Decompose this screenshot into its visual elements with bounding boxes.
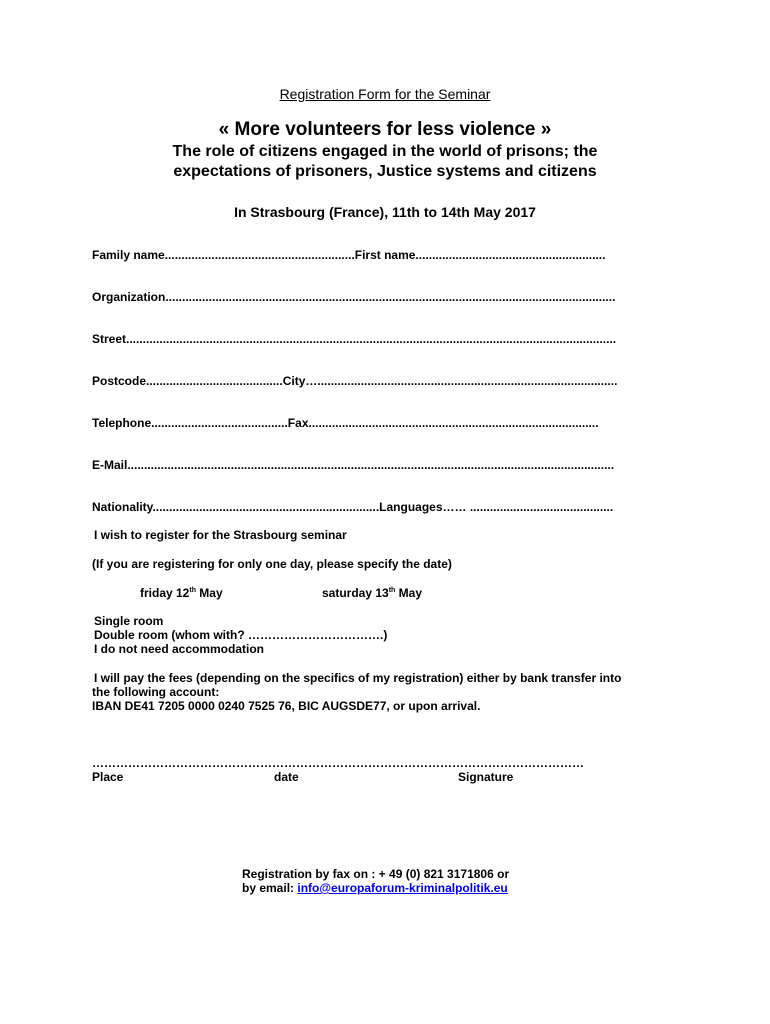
signature-dotted-line[interactable]: …………………………………………………………………………………………………………… xyxy=(92,756,584,770)
day-saturday-option[interactable] xyxy=(320,586,422,600)
family-name-field[interactable]: Family name.........................................................First name......................................................... xyxy=(92,248,606,262)
email-field[interactable]: E-Mail.................................................................................................................................................. xyxy=(92,458,615,472)
contact-email-line xyxy=(242,881,508,895)
saturday-sup: th xyxy=(388,587,396,594)
contact-email-prefix: by email: xyxy=(242,881,298,895)
room-none-label: I do not need accommodation xyxy=(94,642,265,656)
fees-option[interactable] xyxy=(92,671,621,685)
organization-field[interactable]: Organization....................................................................................................................................... xyxy=(92,290,616,304)
friday-sup: th xyxy=(189,587,196,594)
telephone-fax-field[interactable]: Telephone.........................................Fax....................................................................................... xyxy=(92,416,599,430)
friday-prefix: friday 12 xyxy=(140,586,190,600)
signature-label: Signature xyxy=(458,770,514,784)
seminar-location: In Strasbourg (France), 11th to 14th May 2017 xyxy=(234,204,536,220)
signature-date-label: date xyxy=(274,770,299,784)
signature-place-label: Place xyxy=(92,770,124,784)
contact-fax: Registration by fax on : + 49 (0) 821 3171806 or xyxy=(242,867,510,881)
seminar-subheading-line1: The role of citizens engaged in the world of prisons; the xyxy=(172,143,598,160)
day-friday-option[interactable] xyxy=(138,586,223,600)
contact-email-link[interactable]: info@europaforum-kriminalpolitik.eu xyxy=(297,881,508,895)
nationality-languages-field[interactable]: Nationality....................................................................Languages…… ........................................... xyxy=(92,500,614,514)
saturday-prefix: saturday 13 xyxy=(322,586,389,600)
room-single-option[interactable] xyxy=(92,614,163,628)
fees-line1: I will pay the fees (depending on the specifics of my registration) either by bank transfer into xyxy=(94,671,622,685)
bank-details: IBAN DE41 7205 0000 0240 7525 76, BIC AUGSDE77, or upon arrival. xyxy=(92,699,481,713)
register-option[interactable] xyxy=(92,528,347,542)
postcode-city-field[interactable]: Postcode.........................................City….......................................................................................... xyxy=(92,374,618,388)
seminar-subheading-line2: expectations of prisoners, Justice systems and citizens xyxy=(173,163,597,180)
room-none-option[interactable] xyxy=(92,642,264,656)
saturday-suffix: May xyxy=(395,586,422,600)
street-field[interactable]: Street................................................................................................................................................... xyxy=(92,332,617,346)
seminar-heading: « More volunteers for less violence » xyxy=(218,119,552,140)
room-double-option[interactable] xyxy=(92,628,387,642)
friday-suffix: May xyxy=(195,586,223,600)
register-label: I wish to register for the Strasbourg seminar xyxy=(94,528,347,542)
one-day-note: (If you are registering for only one day, please specify the date) xyxy=(92,557,452,571)
room-single-label: Single room xyxy=(94,614,164,628)
room-double-label: Double room (whom with? …………………………….) xyxy=(94,628,388,642)
form-title: Registration Form for the Seminar xyxy=(279,86,491,102)
fees-line2: the following account: xyxy=(92,685,220,699)
